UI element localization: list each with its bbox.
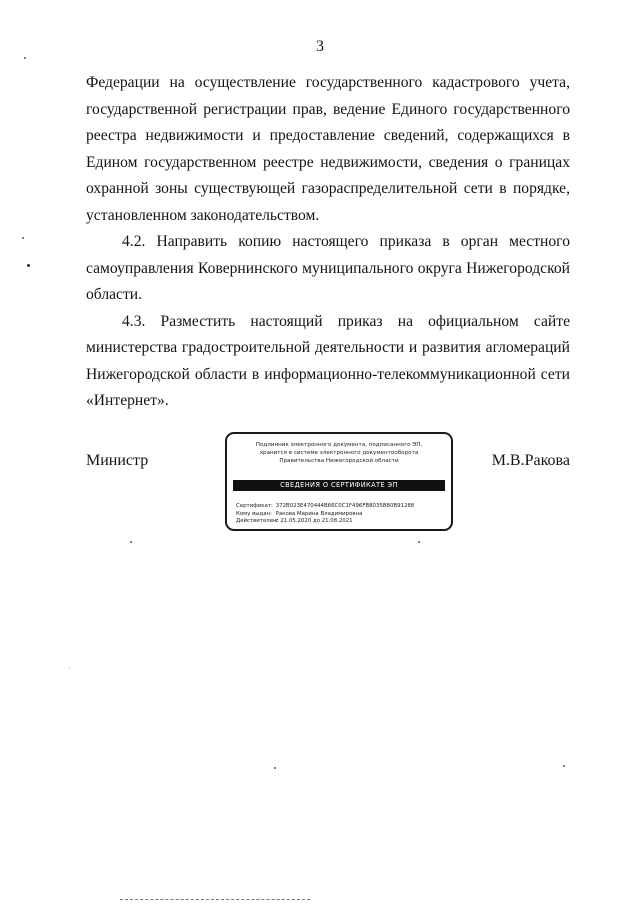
- footer-scan-line: [120, 899, 310, 900]
- signature-block: [0, 432, 640, 542]
- document-body: [86, 70, 570, 415]
- stamp-certificate-details: [236, 503, 445, 526]
- owner-label: Кому выдан:: [236, 510, 272, 517]
- paragraph-continuation: Федерации на осуществление государственного кадастрового учета, государственной регистрации прав, ведение Единого государственного реестра недвижимости и предоставление сведений, содержащихся в Едином государственном реестре недвижимости, сведения о границах охранной зоны существующей газораспределительной сети в порядке, установленном законодательством.: [86, 74, 570, 224]
- scan-speck: [130, 541, 132, 543]
- scan-speck: [24, 57, 26, 59]
- scan-speck: [69, 668, 70, 669]
- certificate-label: Сертификат:: [236, 503, 273, 509]
- scan-speck: [418, 541, 420, 543]
- certificate-value: 372B023E470444B66C0C1F496FB8035B80B91288: [275, 503, 415, 509]
- paragraph-4-3: 4.3. Разместить настоящий приказ на официальном сайте министерства градостроительной деятельности и развития агломераций Нижегородской области в информационно-телекоммуникационной сети «Интернет».: [86, 312, 570, 409]
- scan-speck: [27, 264, 30, 267]
- scan-speck: [274, 767, 276, 769]
- stamp-header-line: Подлинник электронного документа, подписанного ЭП,: [255, 442, 423, 448]
- scan-speck: [22, 237, 24, 239]
- stamp-header-line: хранится в системе электронного документооборота: [259, 450, 419, 456]
- validity-value: с 21.05.2020 до 21.08.2021: [275, 518, 353, 525]
- electronic-signature-stamp: [225, 432, 453, 531]
- signer-title: Министр: [86, 452, 149, 469]
- stamp-certificate-banner: СВЕДЕНИЯ О СЕРТИФИКАТЕ ЭП: [233, 480, 445, 491]
- owner-value: Ракова Марина Владимировна: [275, 510, 363, 517]
- page-number: 3: [316, 38, 324, 55]
- signer-name: М.В.Ракова: [491, 452, 570, 469]
- validity-label: Действителен:: [236, 518, 279, 525]
- scan-speck: [563, 765, 565, 767]
- paragraph-4-2: 4.2. Направить копию настоящего приказа в орган местного самоуправления Ковернинского муниципального округа Нижегородской области.: [86, 233, 570, 303]
- stamp-validity-row: [236, 518, 445, 526]
- stamp-header: [233, 441, 445, 465]
- stamp-certificate-row: [236, 503, 445, 511]
- stamp-header-line: Правительства Нижегородской области: [279, 458, 399, 464]
